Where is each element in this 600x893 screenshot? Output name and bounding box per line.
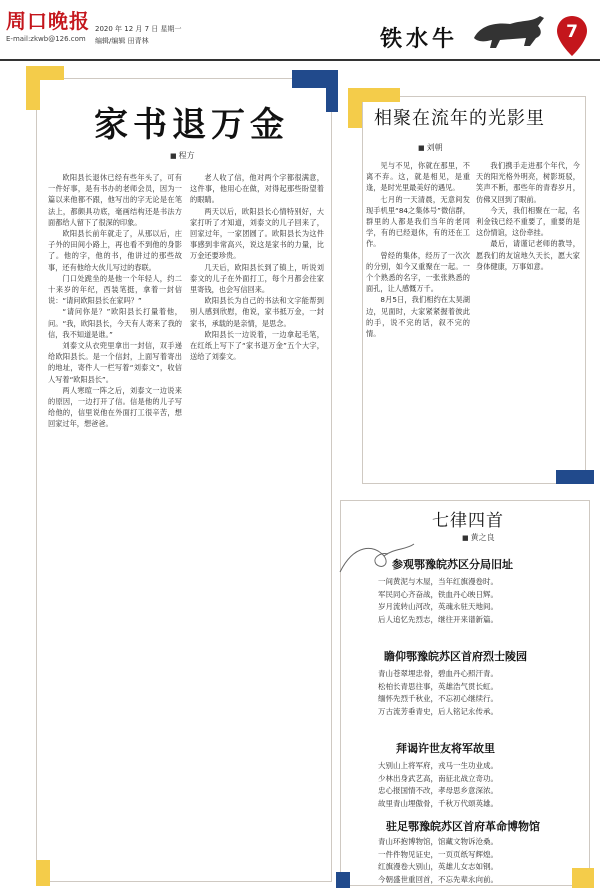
paragraph: 几天后，欧阳县长到了镇上，听说刘泰文的儿子在外面打工，每个月都会往家里寄钱，也会写信回来。 bbox=[190, 262, 324, 295]
poem-line: 青山环抱博物馆，馆藏文物诉沧桑。 bbox=[378, 837, 498, 846]
section-name: 铁水牛 bbox=[380, 26, 459, 52]
poem-line: 松柏长青思往事，英雄浩气贯长虹。 bbox=[378, 681, 498, 691]
paper-name: 周口晚报 bbox=[6, 9, 90, 33]
blue-band bbox=[326, 70, 338, 112]
poem-line: 青山苍翠埋忠骨，碧血丹心照汗青。 bbox=[378, 669, 498, 678]
bull-icon bbox=[470, 8, 550, 52]
poem-line: 缅怀先烈千秋业，不忘初心继续行。 bbox=[378, 694, 498, 704]
paragraph: 老人收了信，他对两个字都很满意，这件事，他用心在做，对得起那些盼望着的眼睛。 bbox=[190, 173, 324, 205]
paragraph: 欧阳县长退休已经有些年头了，可有一件好事，是有书办的老师会员，因为一篇以来他都不跟，他写出的字无论是在笔法上，都颇具功底，毫画结构还是书法方面都给人留下了很深的印象。 bbox=[48, 173, 182, 227]
poems-author: ■ 黄之良 bbox=[462, 532, 495, 543]
poem-body bbox=[378, 836, 498, 886]
paragraph: 曾经的集体，经历了一次次的分别，如今又重聚在一起。一个个熟悉的名字，一张张熟悉的面孔，让人感慨万千。 bbox=[366, 250, 470, 294]
blue-band bbox=[336, 872, 350, 888]
paragraph: 刘泰文从衣兜里拿出一封信，双手递给欧阳县长。是一个信封，上面写着寄出的地址，寄件人一栏写着“刘泰文”，收信人写着“欧阳县长”。 bbox=[48, 341, 182, 384]
article1-col2 bbox=[190, 172, 324, 872]
poem-title: 参观鄂豫皖苏区分局旧址 bbox=[392, 558, 513, 571]
poem-body bbox=[378, 576, 498, 626]
poem-line: 红旗漫卷大别山，英雄儿女志如钢。 bbox=[378, 862, 498, 872]
editor-credit: 编辑/编辑 田青林 bbox=[95, 37, 149, 45]
article2-author: ■ 刘朝 bbox=[418, 142, 443, 153]
email[interactable]: E-mail:zkwb@126.com bbox=[6, 35, 86, 43]
poem-line: 忠心报国情不改，孝母思乡意深浓。 bbox=[378, 786, 498, 796]
article1-title: 家书退万金 bbox=[94, 105, 289, 145]
poem-line: 故里青山埋傲骨，千秋万代颂英雄。 bbox=[378, 798, 498, 808]
poem-line: 岁月流转山河改，英魂永驻天地间。 bbox=[378, 602, 498, 612]
paragraph: 欧阳县长前年就走了，从那以后，庄子外的田间小路上，再也看不到他的身影了。他的字，他的书，他讲过的那些故事，还有他给大伙儿写过的春联。 bbox=[48, 229, 182, 272]
paragraph: 门口处跪坐的是他一个年轻人，约二十来岁的年纪，西装笔挺，拿着一封信说：“请问欧阳县长在家吗？” bbox=[48, 273, 182, 306]
poem-line: 后人追忆先烈志，继往开来谱新篇。 bbox=[378, 614, 498, 624]
poem-title: 瞻仰鄂豫皖苏区首府烈士陵园 bbox=[384, 650, 527, 663]
poem-line: 一间黄泥与木屋，当年红旗漫卷时。 bbox=[378, 577, 498, 586]
article1-author: ■ 程方 bbox=[170, 150, 195, 161]
issue-date: 2020 年 12 月 7 日 星期一 bbox=[95, 25, 182, 33]
paragraph: 最后，请谨记老师的教导，愿我们的友谊地久天长，愿大家身体健康，万事如意。 bbox=[476, 239, 580, 271]
poem-line: 今朝盛世重回首，不忘先辈永向前。 bbox=[378, 874, 498, 884]
poem-body bbox=[378, 760, 498, 810]
paragraph: 见与不见，你就在那里，不离不弃。这，就是相见，是重逢，是时光里最美好的遇见。 bbox=[366, 161, 470, 193]
poem-line: 少林出身武艺高，南征北战立奇功。 bbox=[378, 773, 498, 783]
poem-line: 军民同心齐奋战，铁血丹心映日辉。 bbox=[378, 589, 498, 599]
poem-title: 拜谒许世友将军故里 bbox=[396, 742, 495, 755]
poem-title: 驻足鄂豫皖苏区首府革命博物馆 bbox=[386, 820, 540, 833]
article2-col1 bbox=[366, 160, 470, 476]
paragraph: 8月5日，我们相约在太昊湖边，见面时，大家紧紧握着彼此的手，说不完的话，叙不完的情。 bbox=[366, 295, 470, 339]
poem-body bbox=[378, 668, 498, 718]
paragraph: 今天，我们相聚在一起，名利金钱已经不重要了，重要的是这份情谊，这份牵挂。 bbox=[476, 205, 580, 238]
paragraph: 两天以后，欧阳县长心情特别好，大家打听了才知道，刘泰文的儿子回来了，回家过年，一家团圆了。欧阳县长为这件事感到非常高兴，说这是家书的力量，比万金还要珍贵。 bbox=[190, 206, 324, 261]
article2-col2 bbox=[476, 160, 580, 476]
poem-line: 万古流芳垂青史，后人铭记永传承。 bbox=[378, 706, 498, 716]
masthead bbox=[0, 0, 600, 62]
page-number: 7 bbox=[566, 22, 578, 42]
poem-line: 一件件物见证史，一页页纸写辉煌。 bbox=[378, 849, 498, 859]
header-rule bbox=[0, 59, 600, 61]
paragraph: 欧阳县长为自己的书法和文字能帮到别人感到欣慰，他说，家书抵万金，一封家书，承载的是亲情，是思念。 bbox=[190, 296, 324, 328]
paragraph: 七月的一天清晨，无意间发现手机里“84之集体号”微信群，群里的人都是我们当年的老同学，有的已经退休，有的还在工作。 bbox=[366, 194, 470, 249]
yellow-band bbox=[348, 88, 362, 128]
poem-line: 大别山上将军府，戎马一生功业成。 bbox=[378, 761, 498, 770]
yellow-band bbox=[572, 868, 594, 888]
article1-col1 bbox=[48, 172, 182, 872]
yellow-band bbox=[26, 66, 40, 110]
paragraph: 我们携手走进那个年代，今天的阳光格外明亮，树影斑驳，笑声不断，那些年的青春岁月，仿佛又回到了眼前。 bbox=[476, 161, 580, 204]
paragraph: 两人寒暄一阵之后，刘泰文一边说来的原因，一边打开了信。信是他的儿子写给他的，信里说他在外面打工很辛苦，想回家过年，想爸爸。 bbox=[48, 385, 182, 429]
paragraph: 欧阳县长一边说着，一边拿起毛笔，在红纸上写下了“家书退万金”五个大字，送给了刘泰文。 bbox=[190, 329, 324, 362]
article2-title: 相聚在流年的光影里 bbox=[374, 108, 545, 129]
paragraph: “请问你是？”欧阳县长打量着他，问。“我，欧阳县长，今天有人寄来了我的信，我不知道是谁。” bbox=[48, 307, 182, 339]
poems-title: 七律四首 bbox=[432, 511, 504, 531]
